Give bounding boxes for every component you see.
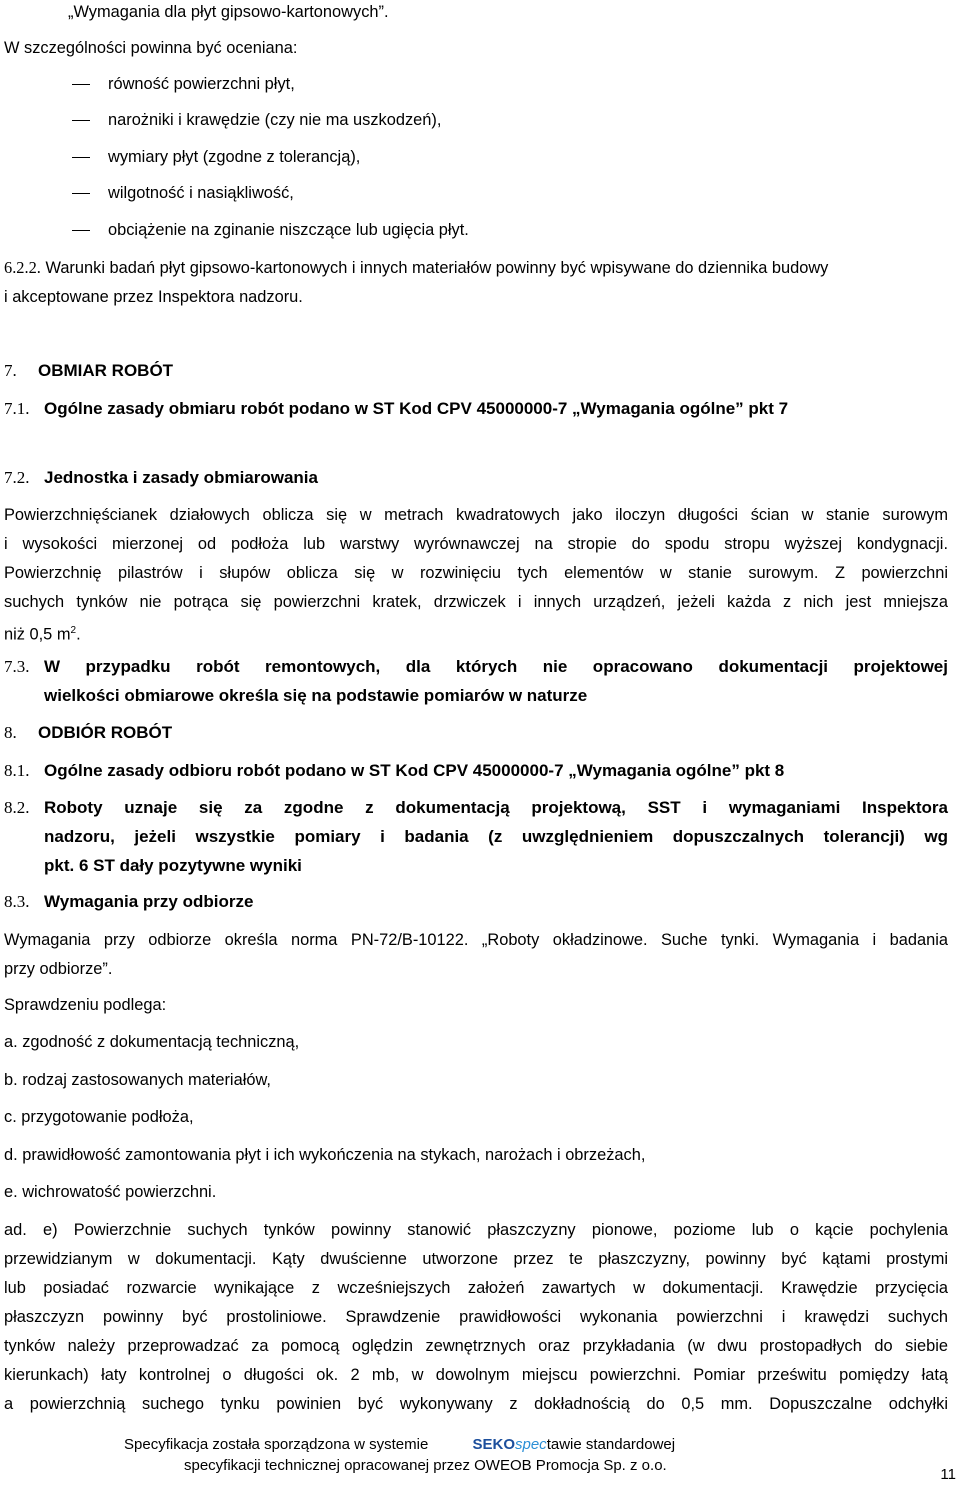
assess-intro: W szczególności powinna być oceniana:: [4, 39, 298, 57]
list-item: d. prawidłowość zamontowania płyt i ich wykończenia na stykach, narożach i obrzeżach,: [4, 1146, 646, 1164]
section-number: 6.2.2.: [4, 258, 41, 277]
heading-7-2: [4, 467, 318, 489]
section-title: OBMIAR ROBÓT: [38, 361, 174, 380]
paragraph-line: przewidzianym w dokumentacji. Kąty dwuścienne utworzone przez te płaszczyzny, powinny być kątami prostymi: [4, 1250, 948, 1268]
footer-line-1: [124, 1436, 675, 1454]
paragraph-line: [4, 621, 81, 644]
section-number: 8.3.: [4, 892, 30, 911]
paragraph-line: Powierzchnięścianek działowych oblicza się w metrach kwadratowych jako iloczyn długości ścian w stanie surowym: [4, 506, 948, 524]
paragraph-line: płaszczyzn powinny być prostoliniowe. Sprawdzenie prawidłowości wykonania powierzchni i krawędzi suchych: [4, 1308, 948, 1326]
heading-8-2: [4, 797, 44, 819]
footer-line-2: specyfikacji technicznej opracowanej przez OWEOB Promocja Sp. z o.o.: [184, 1457, 667, 1474]
check-intro: Sprawdzeniu podlega:: [4, 996, 167, 1014]
footer-text: Specyfikacja została sporządzona w systemie: [124, 1436, 429, 1453]
paragraph-line: ad. e) Powierzchnie suchych tynków powinny stanowić płaszczyzny pionowe, poziome lub o kącie pochylenia: [4, 1221, 948, 1239]
area-text: niż 0,5 m: [4, 625, 71, 644]
dash-icon: [72, 230, 90, 231]
heading-7-3: [4, 656, 44, 678]
dash-icon: [72, 84, 90, 85]
section-number: 7.: [4, 361, 17, 380]
dash-icon: [72, 120, 90, 121]
paragraph-line: i wysokości mierzonej od podłoża lub warstwy wyrównawczej na stropie do spodu stropu wyższej kondygnacji.: [4, 535, 948, 553]
section-title: Wymagania przy odbiorze: [44, 892, 254, 911]
paragraph-line: suchych tynków nie potrąca się powierzchni kratek, drzwiczek i innych urządzeń, jeżeli każda z nich jest mniejsza: [4, 593, 948, 611]
paragraph-line: tynków należy przeprowadzać za pomocą oględzin zewnętrznych oraz przykładania (w dwu prostopadłych do siebie: [4, 1337, 948, 1355]
brand-seko: SEKO: [472, 1436, 515, 1453]
paragraph-line: przy odbiorze”.: [4, 960, 113, 978]
heading-line: nadzoru, jeżeli wszystkie pomiary i badania (z uwzględnieniem dopuszczalnych tolerancji) wg: [44, 827, 948, 846]
heading-8-3: [4, 891, 253, 913]
list-item: obciążenie na zginanie niszczące lub ugięcia płyt.: [108, 221, 469, 239]
list-item: równość powierzchni płyt,: [108, 75, 295, 93]
list-item: c. przygotowanie podłoża,: [4, 1108, 194, 1126]
section-6-2-2: [4, 258, 828, 278]
section-number: 7.1.: [4, 399, 30, 418]
dash-icon: [72, 157, 90, 158]
section-title: Jednostka i zasady obmiarowania: [44, 468, 318, 487]
footer-text: tawie standardowej: [546, 1436, 676, 1453]
top-line: „Wymagania dla płyt gipsowo-kartonowych”.: [68, 3, 389, 21]
list-item: wymiary płyt (zgodne z tolerancją),: [108, 148, 361, 166]
section-number: 8.2.: [4, 798, 30, 817]
section-title: Ogólne zasady obmiaru robót podano w ST Kod CPV 45000000-7 „Wymagania ogólne” pkt 7: [44, 399, 789, 418]
heading-line: Roboty uznaje się za zgodne z dokumentacją projektową, SST i wymaganiami Inspektora: [44, 798, 948, 817]
section-number: 7.3.: [4, 657, 30, 676]
heading-line: pkt. 6 ST dały pozytywne wyniki: [44, 856, 302, 875]
section-number: 8.1.: [4, 761, 30, 780]
paragraph-line: i akceptowane przez Inspektora nadzoru.: [4, 288, 303, 306]
heading-line: wielkości obmiarowe określa się na podstawie pomiarów w naturze: [44, 686, 588, 705]
list-item: narożniki i krawędzie (czy nie ma uszkodzeń),: [108, 111, 442, 129]
list-item: wilgotność i nasiąkliwość,: [108, 184, 294, 202]
superscript: 2: [70, 625, 77, 636]
section-number: 7.2.: [4, 468, 30, 487]
dash-icon: [72, 193, 90, 194]
list-item: a. zgodność z dokumentacją techniczną,: [4, 1033, 300, 1051]
page-number: 11: [940, 1466, 956, 1483]
heading-8-1: [4, 760, 784, 782]
list-item: b. rodzaj zastosowanych materiałów,: [4, 1071, 271, 1089]
paragraph-line: Powierzchnię pilastrów i słupów oblicza się w rozwinięciu tych elementów w stanie surowym. Z powierzchni: [4, 564, 948, 582]
section-number: 8.: [4, 723, 17, 742]
period: .: [76, 625, 81, 644]
section-title: Ogólne zasady odbioru robót podano w ST Kod CPV 45000000-7 „Wymagania ogólne” pkt 8: [44, 761, 785, 780]
heading-7-1: [4, 398, 788, 420]
paragraph-line: lub posiadać rozwarcie wynikające z wcześniejszych założeń zawartych w dokumentacji. Krawędzie przycięcia: [4, 1279, 948, 1297]
heading-8: [4, 722, 172, 744]
brand-spec: spec: [515, 1436, 547, 1453]
paragraph-line: Warunki badań płyt gipsowo-kartonowych i innych materiałów powinny być wpisywane do dziennika budowy: [45, 259, 829, 277]
list-item: e. wichrowatość powierzchni.: [4, 1183, 217, 1201]
heading-7: [4, 360, 173, 382]
paragraph-line: a powierzchnią suchego tynku powinien być wykonywany z dokładnością do 0,5 mm. Dopuszczalne odchyłki: [4, 1395, 948, 1413]
heading-line: W przypadku robót remontowych, dla których nie opracowano dokumentacji projektowej: [44, 657, 948, 676]
paragraph-line: kierunkach) łaty kontrolnej o długości ok. 2 mb, w dowolnym miejscu powierzchni. Pomiar prześwitu pomiędzy łatą: [4, 1366, 948, 1384]
section-title: ODBIÓR ROBÓT: [38, 723, 173, 742]
paragraph-line: Wymagania przy odbiorze określa norma PN-72/B-10122. „Roboty okładzinowe. Suche tynki. Wymagania i badania: [4, 931, 948, 949]
